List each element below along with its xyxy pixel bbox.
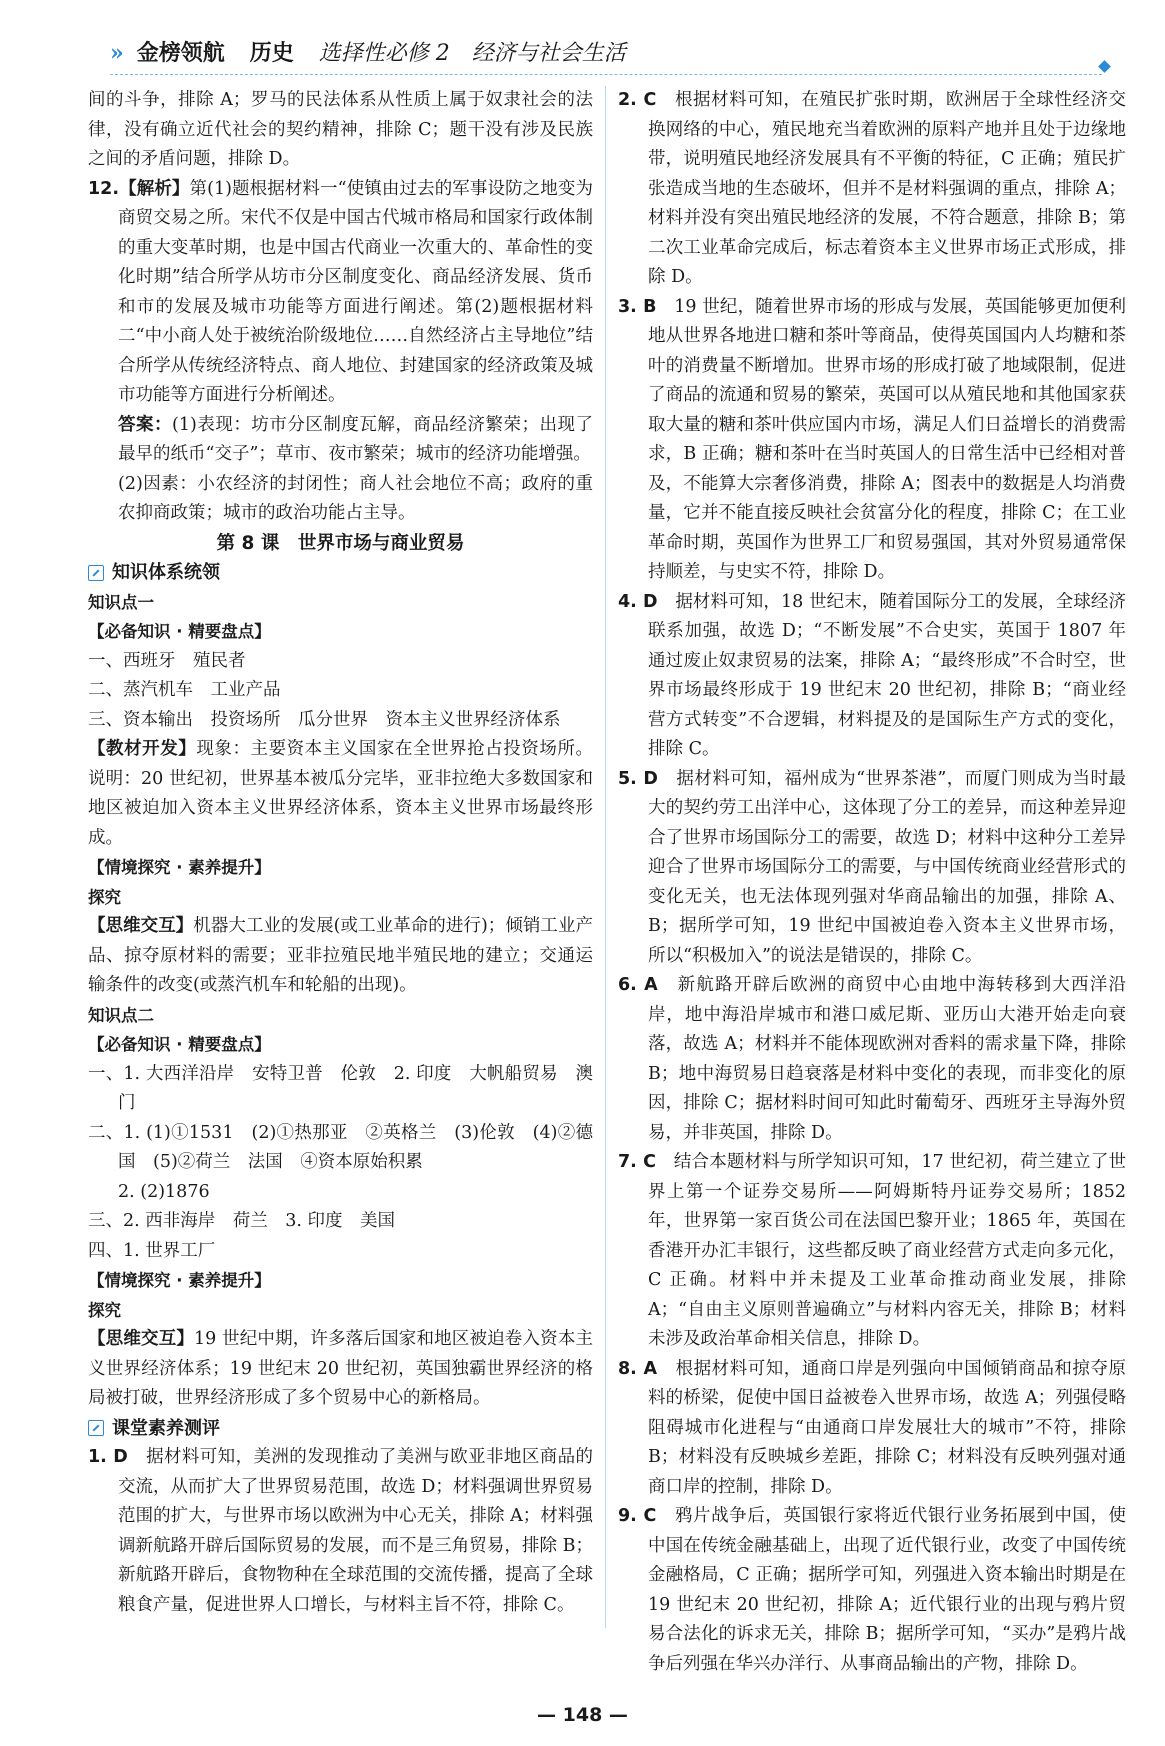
kp2-line-3: 2. (2)1876	[118, 1181, 210, 1202]
pencil-icon	[88, 565, 104, 581]
diamond-icon	[1098, 60, 1111, 73]
q5-number: 5. D	[618, 768, 658, 789]
q12-answer-1	[88, 411, 593, 470]
column-divider	[605, 86, 606, 1628]
q8-text: 根据材料可知，通商口岸是列强向中国倾销商品和掠夺原料的桥梁，促使中国日益被卷入世界市场，故选 A；列强侵略阻碍城市化进程与“由通商口岸发展壮大的城市”不符，排除 B；材料没有反映城乡差距，排除 C；材料没有反映列强对通商口岸的控制，排除 D。	[648, 1358, 1126, 1497]
q12-answer-2: (2)因素：小农经济的封闭性；商人社会地位不高；政府的重农抑商政策；城市的政治功能占主导。	[118, 473, 593, 523]
q3-number: 3. B	[618, 296, 657, 317]
pencil-icon	[88, 1420, 104, 1436]
textbook-dev-text: 现象：主要资本主义国家在全世界抢占投资场所。说明：20 世纪初，世界基本被瓜分完毕，亚非拉绝大多数国家和地区被迫加入资本主义世界经济体系，资本主义世界市场最终形成。	[88, 739, 594, 848]
question-2	[618, 86, 1126, 293]
question-8	[618, 1355, 1126, 1503]
situation-inquiry-1: 【情境探究 · 素养提升】	[88, 858, 271, 877]
kp1-line-2: 二、蒸汽机车 工业产品	[88, 680, 281, 700]
q4-text: 据材料可知，18 世纪末，随着国际分工的发展，全球经济联系加强，故选 D；“不断发展”不合史实，英国于 1807 年通过废止奴隶贸易的法案，排除 A；“最终形成”不合时空，世界市场最终形成于 19 世纪末 20 世纪初，排除 B；“商业经营方式转变”不合逻辑，材料提及的是国际生产方式的变化，排除 C。	[648, 591, 1126, 759]
question-1	[88, 1443, 593, 1620]
answer-1-text: (1)表现：坊市分区制度瓦解，商品经济繁荣；出现了最早的纸币“交子”；草市、夜市繁荣；城市的经济功能增强。	[118, 414, 593, 464]
textbook-dev	[88, 735, 593, 853]
page-header	[110, 36, 1100, 76]
thinking-1	[88, 912, 593, 1001]
kp2-line-2: 二、1. (1)①1531 (2)①热那亚 ②英格兰 (3)伦敦 (4)②德国 (5)②荷兰 法国 ④资本原始积累	[88, 1122, 593, 1172]
section-test	[88, 1414, 593, 1444]
q5-text: 据材料可知，福州成为“世界茶港”，而厦门则成为当时最大的契约劳工出洋中心，这体现了分工的差异，而这种差异迎合了世界市场国际分工的需要，故选 D；材料中这种分工差异迎合了世界市场国际分工的需要，与中国传统商业经营形式的变化无关，也无法体现列强对华商品输出的加强，排除 A、B；据所学可知，19 世纪中国被迫卷入资本主义世界市场，所以“积极加入”的说法是错误的，排除 C。	[648, 768, 1126, 966]
question-5	[618, 765, 1126, 972]
situation-inquiry-2: 【情境探究 · 素养提升】	[88, 1271, 271, 1290]
lesson-title: 第 8 课 世界市场与商业贸易	[216, 532, 465, 554]
explore-1: 探究	[88, 887, 121, 907]
thinking-1-tag: 【思维交互】	[88, 916, 194, 936]
page-number: — 148 —	[537, 1704, 628, 1726]
thinking-2-tag: 【思维交互】	[88, 1329, 195, 1349]
question-4	[618, 588, 1126, 765]
right-column	[618, 86, 1126, 1679]
kp1-line-3: 三、资本输出 投资场所 瓜分世界 资本主义世界经济体系	[88, 709, 561, 730]
q9-text: 鸦片战争后，英国银行家将近代银行业务拓展到中国，使中国在传统金融基础上，出现了近代银行业，改变了中国传统金融格局，C 正确；据所学可知，列强进入资本输出时期是在 19 世纪末 20 世纪初，排除 A；近代银行业的出现与鸦片贸易合法化的诉求无关，排除 B；据所学可知，“买办”是鸦片战争后列强在华兴办洋行、从事商品输出的产物，排除 D。	[648, 1506, 1127, 1674]
section-knowledge-label: 知识体系统领	[112, 562, 220, 583]
q12-tag: 【解析】	[119, 178, 190, 199]
left-column	[88, 86, 593, 1620]
q2-text: 根据材料可知，在殖民扩张时期，欧洲居于全球性经济交换网络的中心，殖民地充当着欧洲的原料产地并且处于边缘地带，说明殖民地经济发展具有不平衡的特征，C 正确；殖民扩张造成当地的生态破坏，但并不是材料强调的重点，排除 A；材料并没有突出殖民地经济的发展，不符合题意，排除 B；第二次工业革命完成后，标志着资本主义世界市场正式形成，排除 D。	[648, 90, 1127, 287]
kp2-line-4: 三、2. 西非海岸 荷兰 3. 印度 美国	[88, 1211, 396, 1231]
q8-number: 8. A	[618, 1358, 657, 1379]
kp2-line-1: 一、1. 大西洋沿岸 安特卫普 伦敦 2. 印度 大帆船贸易 澳门	[88, 1063, 593, 1113]
explore-2: 探究	[88, 1300, 121, 1320]
section-knowledge	[88, 558, 593, 588]
q1-number: 1. D	[88, 1447, 128, 1467]
q9-number: 9. C	[618, 1506, 657, 1526]
q12-analysis	[88, 175, 593, 411]
knowledge-point-1: 知识点一	[88, 592, 154, 612]
q6-text: 新航路开辟后欧洲的商贸中心由地中海转移到大西洋沿岸，地中海沿岸城市和港口威尼斯、亚历山大港开始走向衰落，故选 A；材料并不能体现欧洲对香料的需求量下降，排除 B；地中海贸易日趋衰落是材料中变化的表现，而非变化的原因，排除 C；据材料时间可知此时葡萄牙、西班牙主导海外贸易，并非英国，排除 D。	[648, 975, 1127, 1143]
q7-number: 7. C	[618, 1152, 656, 1172]
q7-text: 结合本题材料与所学知识可知，17 世纪初，荷兰建立了世界上第一个证券交易所——阿姆斯特丹证券交易所；1852 年，世界第一家百货公司在法国巴黎开业；1865 年，英国在香港开办汇丰银行，这些都反映了商业经营方式走向多元化，C 正确。材料中并未提及工业革命推动商业发展，排除 A；“自由主义原则普遍确立”与材料内容无关，排除 B；材料未涉及政治革命相关信息，排除 D。	[648, 1152, 1127, 1349]
q3-text: 19 世纪，随着世界市场的形成与发展，英国能够更加便利地从世界各地进口糖和茶叶等商品，使得英国国内人均糖和茶叶的消费量不断增加。世界市场的形成打破了地域限制，促进了商品的流通和贸易的繁荣，英国可以从殖民地和其他国家获取大量的糖和茶叶供应国内市场，满足人们日益增长的消费需求，B 正确；糖和茶叶在当时英国人的日常生活中已经相对普及，不能算大宗奢侈消费，排除 A；图表中的数据是人均消费量，它并不能直接反映社会贫富分化的程度，排除 C；在工业革命时期，英国作为世界工厂和贸易强国，其对外贸易通常保持顺差，与史实不符，排除 D。	[648, 296, 1126, 582]
q12-number: 12.	[88, 178, 120, 199]
q12-text: 第(1)题根据材料一“使镇由过去的军事设防之地变为商贸交易之所。宋代不仅是中国古代城市格局和国家行政体制的重大变革时期，也是中国古代商业一次重大的、革命性的变化时期”结合所学从坊市分区制度变化、商品经济发展、货币和市的发展及城市功能等方面进行阐述。第(2)题根据材料二“中小商人处于被统治阶级地位……自然经济占主导地位”结合所学从传统经济特点、商人地位、封建国家的经济政策及城市功能等方面进行分析阐述。	[118, 178, 594, 405]
knowledge-point-2: 知识点二	[88, 1005, 154, 1025]
q6-number: 6. A	[618, 975, 658, 995]
header-subject: 历史	[249, 41, 294, 66]
answer-label: 答案：	[118, 414, 173, 435]
question-3	[618, 293, 1126, 588]
q1-text: 据材料可知，美洲的发现推动了美洲与欧亚非地区商品的交流，从而扩大了世界贸易范围，故选 D；材料强调世界贸易范围的扩大，与世界市场以欧洲为中心无关，排除 A；材料强调新航路开辟后国际贸易的发展，而不是三角贸易，排除 B；新航路开辟后，食物物种在全球范围的交流传播，提高了全球粮食产量，促进世界人口增长，与材料主旨不符，排除 C。	[118, 1447, 593, 1615]
chevron-double-icon: »	[110, 40, 124, 66]
kp2-line-5: 四、1. 世界工厂	[88, 1240, 216, 1261]
header-brand: 金榜领航	[136, 41, 225, 66]
must-know-1: 【必备知识 · 精要盘点】	[88, 622, 271, 641]
thinking-1-text: 机器大工业的发展(或工业革命的进行)；倾销工业产品、掠夺原材料的需要；亚非拉殖民地半殖民地的建立；交通运输条件的改变(或蒸汽机车和轮船的出现)。	[88, 916, 594, 995]
header-course: 选择性必修 2 经济与社会生活	[318, 41, 626, 66]
question-9	[618, 1502, 1126, 1679]
kp1-line-1: 一、西班牙 殖民者	[88, 650, 246, 671]
q2-number: 2. C	[618, 90, 657, 110]
must-know-2: 【必备知识 · 精要盘点】	[88, 1035, 271, 1054]
q11-continuation: 间的斗争，排除 A；罗马的民法体系从性质上属于奴隶社会的法律，没有确立近代社会的契约精神，排除 C；题干没有涉及民族之间的矛盾问题，排除 D。	[88, 90, 593, 169]
thinking-2-text: 19 世纪中期，许多落后国家和地区被迫卷入资本主义世界经济体系；19 世纪末 20 世纪初，英国独霸世界经济的格局被打破，世界经济形成了多个贸易中心的新格局。	[88, 1329, 593, 1408]
section-test-label: 课堂素养测评	[112, 1417, 220, 1439]
thinking-2	[88, 1325, 593, 1414]
question-6	[618, 971, 1126, 1148]
q4-number: 4. D	[618, 591, 658, 612]
question-7	[618, 1148, 1126, 1355]
header-divider	[110, 74, 1102, 75]
textbook-dev-tag: 【教材开发】	[88, 739, 197, 759]
